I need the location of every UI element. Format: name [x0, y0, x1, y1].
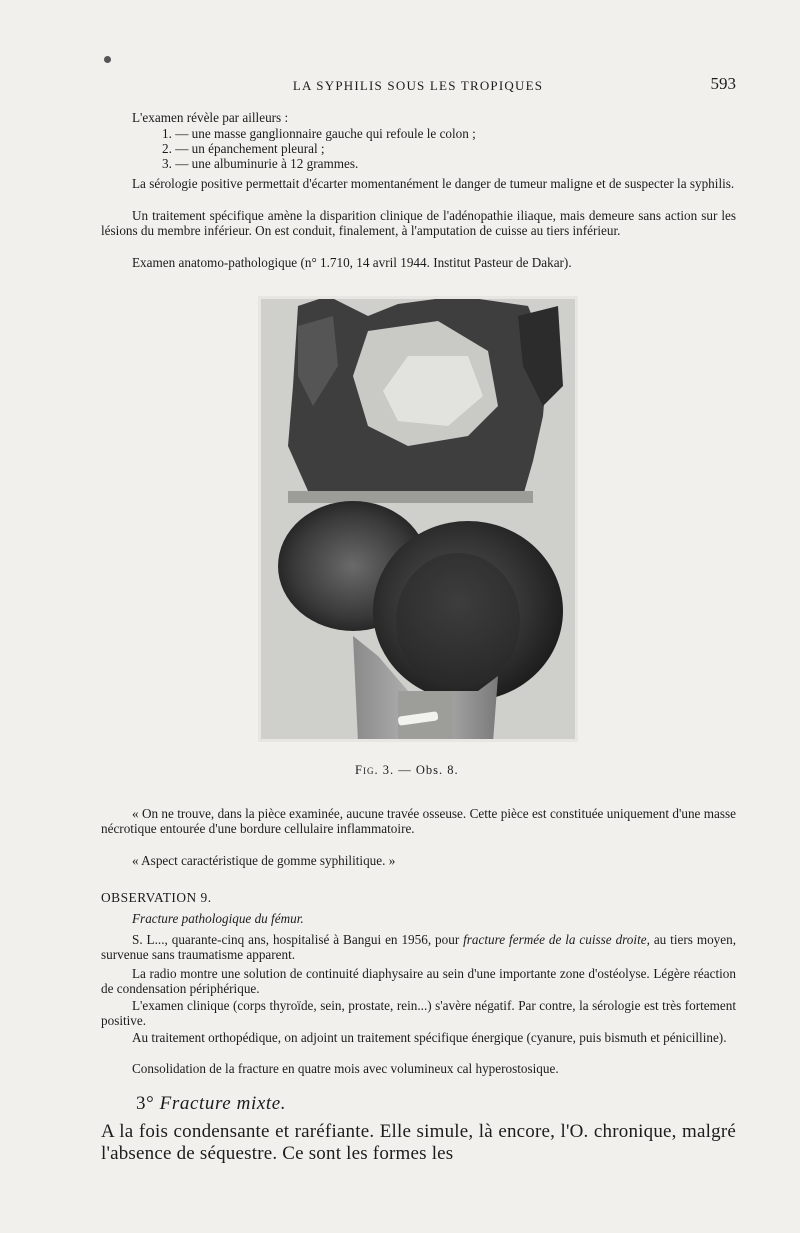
running-title: LA SYPHILIS SOUS LES TROPIQUES — [292, 78, 544, 93]
paragraph — [101, 1030, 736, 1045]
quote-paragraph — [101, 806, 736, 836]
page-header — [100, 76, 736, 98]
paragraph-text: La radio montre une solution de continuité diaphysaire au sein d'une importante zone d'ostéolyse. Légère réaction de condensation périphérique. — [101, 966, 736, 996]
paragraph-text: La sérologie positive permettait d'écarter momentanément le danger de tumeur maligne et de suspecter la syphilis. — [132, 176, 735, 191]
paragraph-text: Consolidation de la fracture en quatre mois avec volumineux cal hyperostosique. — [132, 1061, 559, 1076]
paragraph — [101, 998, 736, 1028]
figure-image — [258, 296, 578, 742]
paragraph — [101, 966, 736, 996]
quote-text: « Aspect caractéristique de gomme syphilitique. » — [132, 853, 396, 868]
paragraph-text: Un traitement spécifique amène la disparition clinique de l'adénopathie iliaque, mais demeure sans action sur les lésions du membre inférieur. On est conduit, finalement, à l'amputation de cuisse au tiers inférieur. — [101, 208, 736, 238]
paragraph — [101, 255, 736, 270]
quote-paragraph — [101, 853, 736, 868]
figure-caption — [355, 763, 459, 778]
paragraph-text: Au traitement orthopédique, on adjoint un traitement spécifique énergique (cyanure, puis bismuth et pénicilline). — [132, 1030, 727, 1045]
paragraph — [101, 1061, 736, 1076]
case-text-end: au tiers moyen, survenue sans traumatisme apparent. — [101, 932, 737, 962]
section-text: A la fois condensante et raréfiante. Elle simule, là encore, l'O. chronique, malgré l'absence de séquestre. Ce sont les formes les — [101, 1121, 736, 1164]
list-item: 2. — un épanchement pleural ; — [162, 141, 325, 156]
caption-figure-number: Fig. 3. — [355, 763, 395, 777]
case-paragraph — [101, 932, 736, 962]
paragraph-text: L'examen clinique (corps thyroïde, sein, prostate, rein...) s'avère négatif. Par contre, la sérologie est très fortement positive. — [101, 998, 736, 1028]
paragraph — [101, 208, 736, 238]
paragraph-text: Examen anatomo-pathologique (n° 1.710, 14 avril 1944. Institut Pasteur de Dakar). — [132, 255, 572, 270]
section-heading — [136, 1093, 286, 1115]
intro-lead: L'examen révèle par ailleurs : — [132, 110, 289, 125]
caption-observation: — Obs. 8. — [398, 763, 459, 777]
case-text-start: S. L..., quarante-cinq ans, hospitalisé à Bangui en 1956, pour — [132, 932, 464, 947]
quote-text: « On ne trouve, dans la pièce examinée, aucune travée osseuse. Cette pièce est constituée uniquement d'une masse nécrotique entourée d'une bordure cellulaire inflammatoire. — [101, 806, 736, 836]
print-speck — [104, 56, 111, 63]
observation-title: Fracture pathologique du fémur. — [132, 911, 304, 926]
page-number: 593 — [710, 74, 736, 93]
list-item: 3. — une albuminurie à 12 grammes. — [162, 156, 359, 171]
list-item: 1. — une masse ganglionnaire gauche qui refoule le colon ; — [162, 126, 476, 141]
paragraph — [101, 176, 736, 191]
section-title: Fracture mixte. — [159, 1093, 287, 1114]
section-paragraph — [101, 1121, 736, 1165]
case-text-italic: fracture fermée de la cuisse droite, — [463, 932, 650, 947]
observation-heading: OBSERVATION 9. — [101, 890, 212, 905]
section-number: 3° — [136, 1093, 155, 1114]
specimen-illustration — [258, 296, 578, 742]
